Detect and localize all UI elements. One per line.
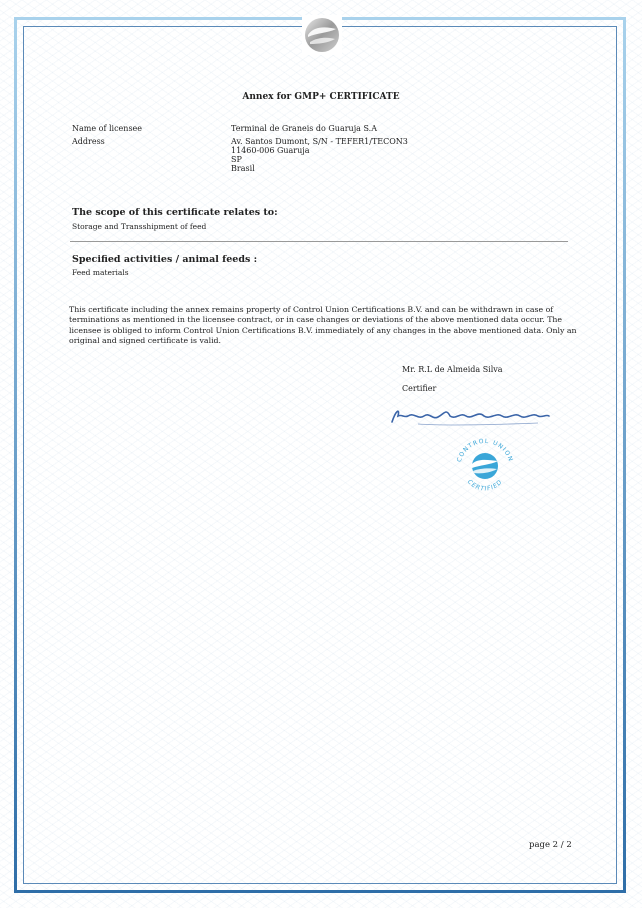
control-union-logo-icon	[302, 15, 342, 55]
scope-heading: The scope of this certificate relates to:	[72, 207, 278, 218]
address-line: Brasil	[231, 164, 255, 173]
divider	[70, 241, 568, 242]
page-number: page 2 / 2	[529, 840, 572, 850]
handwritten-signature	[388, 404, 553, 432]
signer-name: Mr. R.L de Almeida Silva	[402, 365, 503, 374]
address-label: Address	[72, 137, 105, 146]
scope-text: Storage and Transshipment of feed	[72, 222, 207, 231]
address-line: SP	[231, 155, 242, 164]
document-title: Annex for GMP+ CERTIFICATE	[242, 92, 400, 102]
address-line: Av. Santos Dumont, S/N - TEFER1/TECON3	[231, 137, 408, 146]
svg-text:CONTROL UNION: CONTROL UNION	[455, 437, 515, 464]
signer-role: Certifier	[402, 384, 437, 393]
control-union-certified-stamp	[450, 433, 520, 507]
licensee-name-value: Terminal de Graneis do Guaruja S.A	[231, 124, 377, 133]
disclaimer-text: This certificate including the annex remains property of Control Union Certifications B.V. and can be withdrawn in case of terminations as mentioned in the licensee contract, or in case changes or deviations of the above mentioned data occur. The licensee is obliged to inform Control Union Certifications B.V. immediately of any changes in the above mentioned data. Only an original and signed certificate is valid.	[69, 305, 577, 345]
address-value	[231, 137, 408, 173]
address-line: 11460-006 Guaruja	[231, 146, 310, 155]
activities-text: Feed materials	[72, 268, 129, 277]
activities-heading: Specified activities / animal feeds :	[72, 254, 258, 265]
licensee-name-label: Name of licensee	[72, 124, 143, 133]
svg-text:CERTIFIED: CERTIFIED	[465, 478, 505, 493]
